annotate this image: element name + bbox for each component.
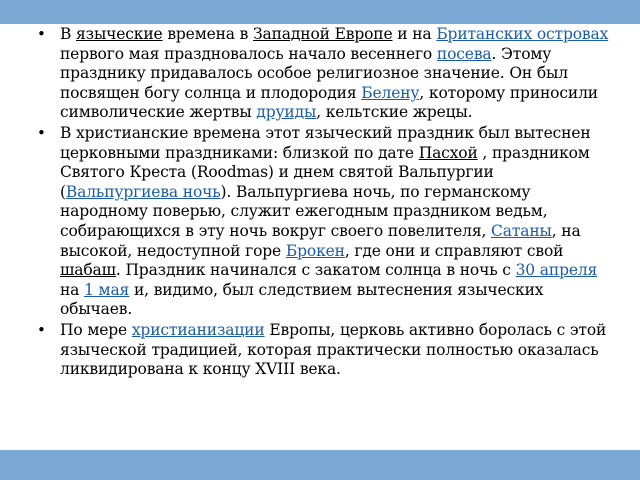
- hyperlink[interactable]: христианизации: [131, 320, 265, 339]
- paragraph-text: В: [60, 25, 77, 43]
- bullet-item: [34, 25, 614, 123]
- underlined-link[interactable]: Пасхой: [418, 143, 478, 162]
- paragraph-text: времена в: [162, 25, 254, 43]
- bullet-item: [34, 124, 614, 320]
- paragraph-text: . Праздник начинался с закатом солнца в ночь с: [115, 261, 516, 280]
- paragraph-text: Европы, церковь активно боролась с этой языческой традицией, которая практически полностью оказалась ликвидирована к концу XVIII века.: [60, 320, 607, 379]
- bullet-item: [34, 321, 614, 380]
- underlined-link[interactable]: языческие: [76, 25, 163, 43]
- paragraph-text: , кельтские жрецы.: [316, 103, 473, 122]
- top-decorative-band: [0, 0, 640, 24]
- bullet-dot-icon: •: [37, 25, 46, 43]
- hyperlink[interactable]: Белену: [361, 83, 420, 102]
- paragraph-text: , где они и справляют свой: [344, 241, 564, 260]
- hyperlink[interactable]: друиды: [256, 103, 317, 122]
- hyperlink[interactable]: 30 апреля: [515, 261, 598, 280]
- paragraph-text: и, видимо, был следствием вытеснения языческих обычаев.: [60, 280, 544, 319]
- hyperlink[interactable]: Британских островах: [436, 25, 609, 43]
- paragraph-text: , праздником Святого Креста (Roodmas) и днем святой Вальпургии (: [60, 143, 590, 201]
- slide-body: [34, 25, 614, 381]
- paragraph-text: на: [60, 280, 85, 299]
- paragraph-text: , на высокой, недоступной горе: [60, 221, 581, 260]
- underlined-link[interactable]: Западной Европе: [253, 25, 393, 43]
- paragraph-text: В христианские времена этот языческий праздник был вытеснен церковными праздниками: близкой по дате: [60, 123, 591, 162]
- paragraph-text: ). Вальпургиева ночь, по германскому народному поверью, служит ежегодным праздником ведьм, собирающихся в эту ночь вокруг своего повелителя,: [60, 182, 548, 240]
- hyperlink[interactable]: посева: [436, 44, 492, 63]
- hyperlink[interactable]: 1 мая: [84, 280, 130, 299]
- paragraph-text: По мере: [60, 320, 132, 339]
- paragraph-text: первого мая праздновалось начало весеннего: [60, 44, 437, 63]
- bullet-list: [34, 25, 614, 380]
- paragraph-text: и на: [392, 25, 437, 43]
- bottom-decorative-band: [0, 450, 640, 480]
- hyperlink[interactable]: Брокен: [285, 241, 345, 260]
- underlined-link[interactable]: шабаш: [60, 261, 116, 280]
- paragraph-text: , которому приносили символические жертвы: [60, 83, 598, 122]
- hyperlink[interactable]: Вальпургиева ночь: [65, 182, 221, 201]
- bullet-dot-icon: •: [37, 320, 46, 339]
- paragraph-text: . Этому празднику придавалось особое религиозное значение. Он был посвящен богу солнца и плодородия: [60, 44, 568, 102]
- hyperlink[interactable]: Сатаны: [491, 221, 552, 240]
- bullet-dot-icon: •: [37, 123, 46, 142]
